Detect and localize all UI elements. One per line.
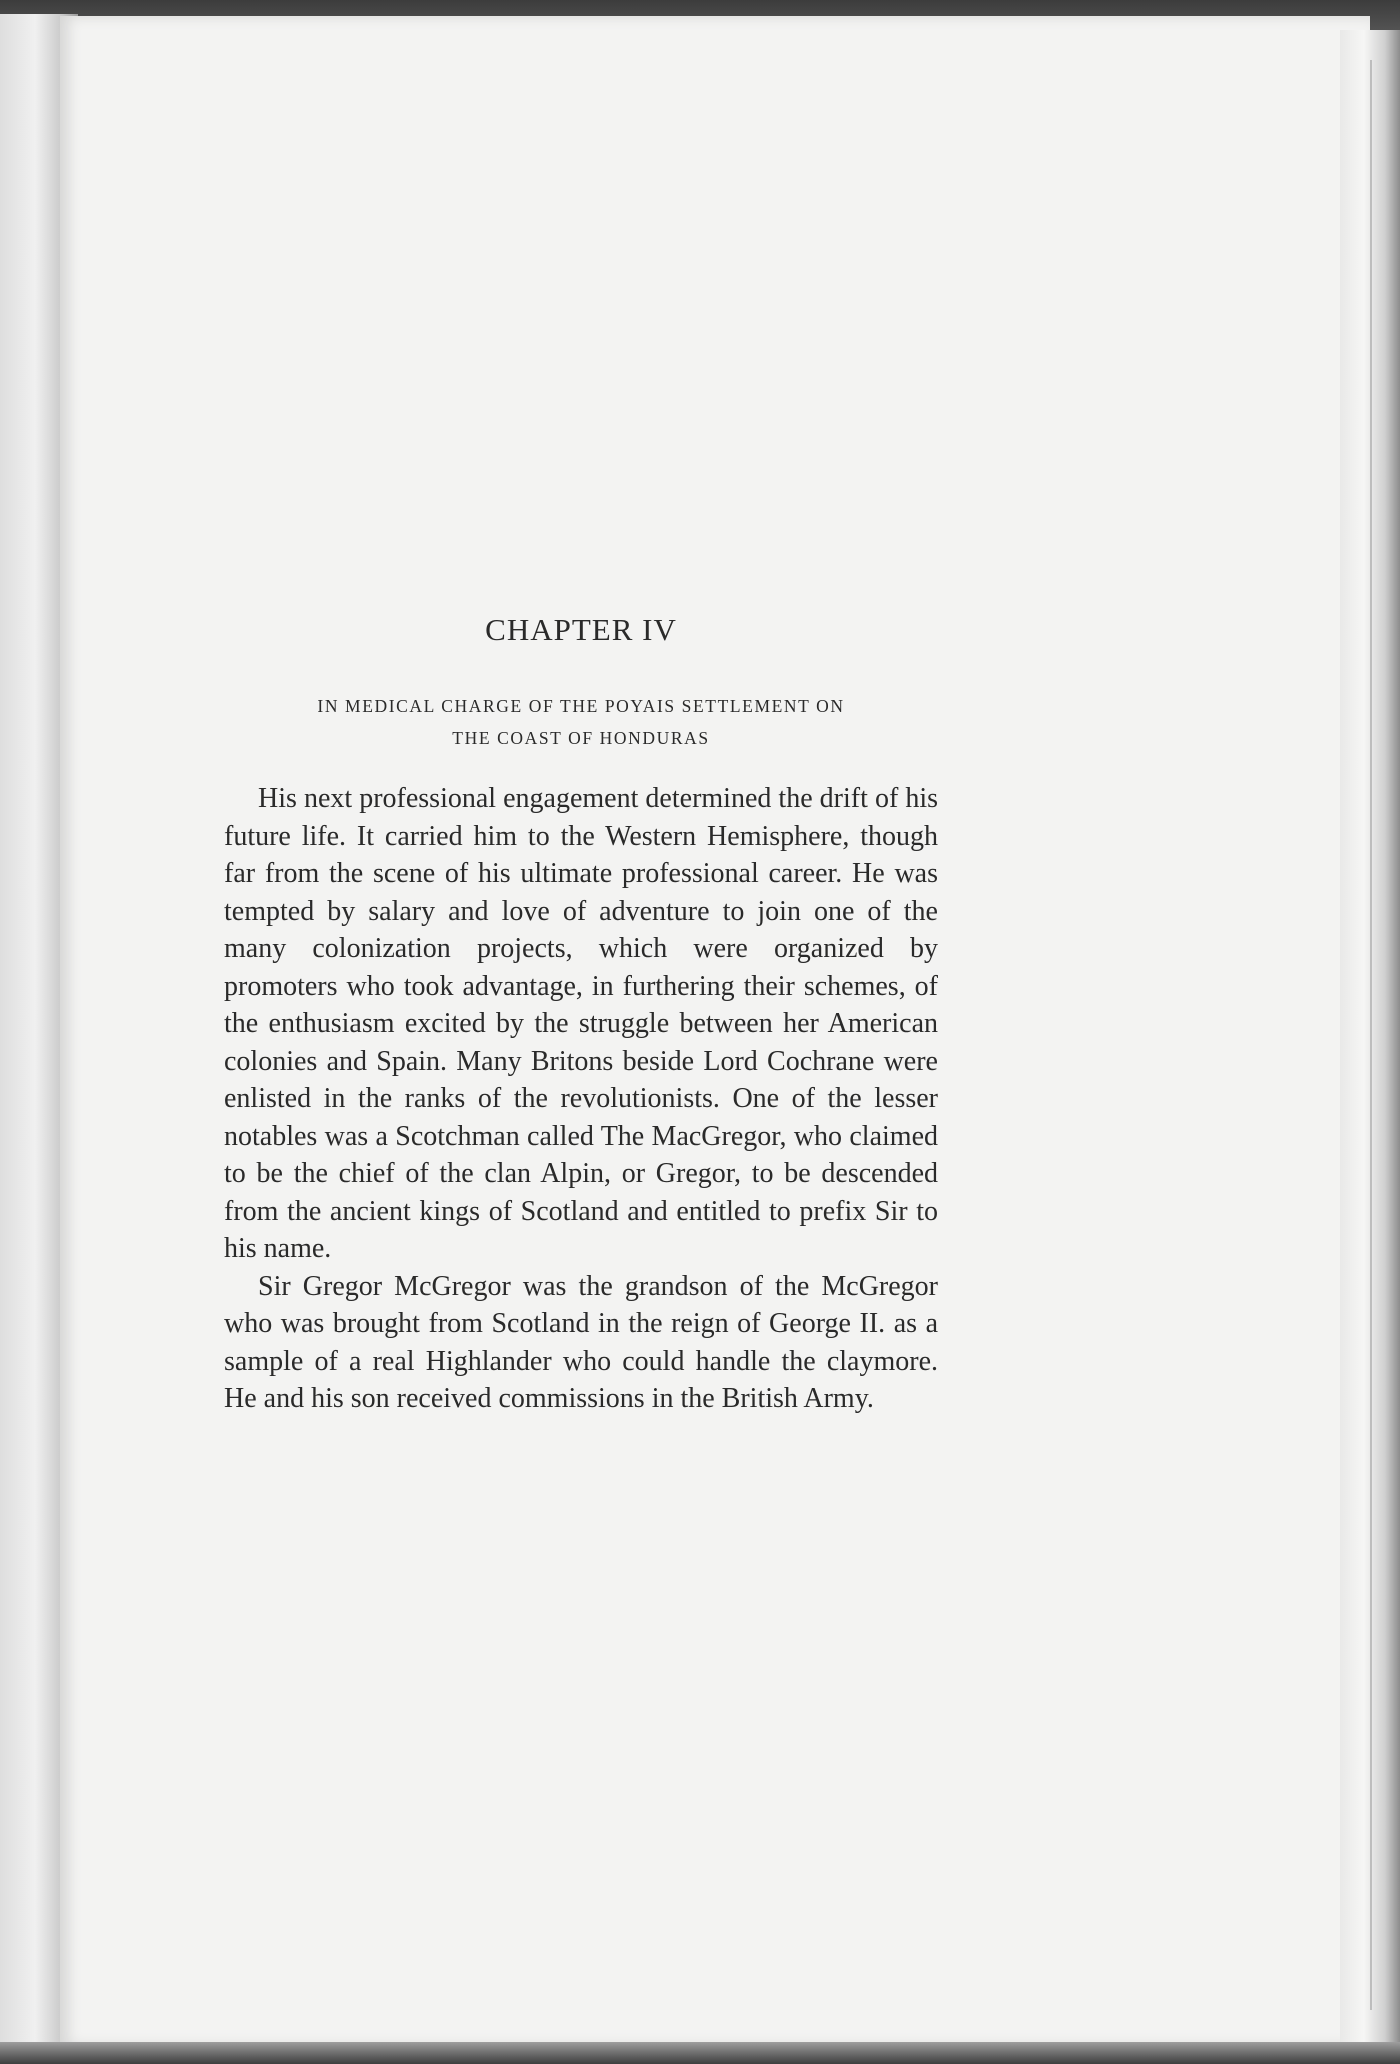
chapter-subtitle-line-2: THE COAST OF HONDURAS — [452, 728, 710, 748]
chapter-title: CHAPTER IV — [485, 612, 677, 647]
body-paragraph-2: Sir Gregor McGregor was the grandson of the McGregor who was brought from Scotland in the reign of George II. as a sample of a real Highlander who could handle the claymore. He and his son received commissions in the British Army. — [224, 1270, 938, 1414]
page-edge-line — [1370, 60, 1372, 2010]
chapter-subtitle-line-1: IN MEDICAL CHARGE OF THE POYAIS SETTLEMENT ON — [317, 696, 845, 716]
chapter-text-block — [224, 612, 938, 1418]
body-paragraph-1: His next professional engagement determined the drift of his future life. It carried him to the Western Hemisphere, though far from the scene of his ultimate professional career. He was tempted by salary and love of adventure to join one of the many colonization projects, which were organized by promoters who took advantage, in furthering their schemes, of the enthusiasm excited by the struggle between her American colonies and Spain. Many Britons beside Lord Cochrane were enlisted in the ranks of the revolutionists. One of the lesser notables was a Scotchman called The MacGregor, who claimed to be the chief of the clan Alpin, or Gregor, to be descended from the ancient kings of Scotland and entitled to prefix Sir to his name. — [224, 783, 938, 1264]
bottom-scan-shadow — [0, 2042, 1400, 2064]
chapter-subtitle — [224, 690, 938, 754]
